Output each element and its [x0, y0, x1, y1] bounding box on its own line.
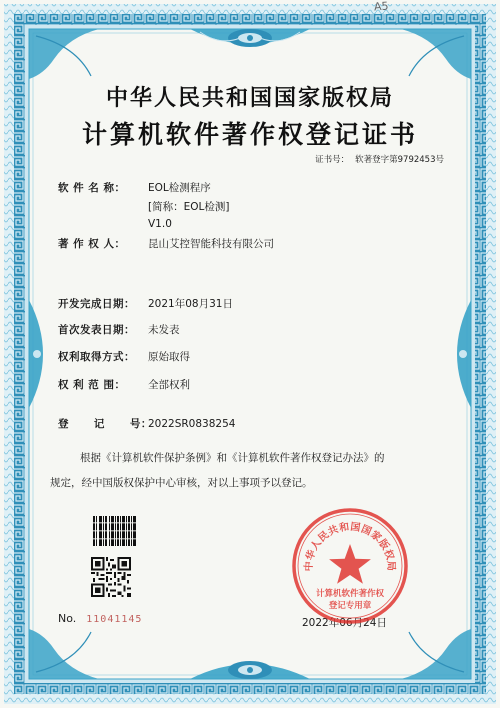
certificate-title: 计算机软件著作权登记证书 [81, 120, 418, 149]
statement-line-2: 规定，经中国版权保护中心审核，对以上事项予以登记。 [50, 477, 313, 489]
field-label: 登 记 号： [58, 418, 152, 430]
field-label: 权利取得方式： [58, 351, 135, 363]
field-acquire-method [58, 349, 190, 364]
field-label: 首次发表日期： [58, 324, 135, 336]
software-version: V1.0 [148, 218, 172, 230]
serial-value: 11041145 [86, 614, 143, 625]
qr-code-image [91, 557, 131, 597]
field-scope [58, 377, 190, 392]
field-label: 权 利 范 围： [58, 379, 126, 391]
field-dev-date [58, 296, 233, 311]
handwritten-mark: A5 [373, 0, 389, 14]
field-label: 开发完成日期： [58, 298, 135, 310]
serial-number [58, 612, 142, 625]
field-owner [58, 236, 274, 251]
statement-line-1: 根据《计算机软件保护条例》和《计算机软件著作权登记办法》的 [80, 452, 385, 464]
field-publish-date [58, 322, 180, 337]
issuer-title: 中华人民共和国国家版权局 [105, 85, 394, 111]
software-short-name: [简称：EOL检测] [148, 201, 230, 213]
field-reg-no [58, 416, 235, 431]
dev-date-value: 2021年08月31日 [148, 298, 233, 310]
registration-statement [50, 446, 455, 496]
issue-date: 2022年06月24日 [302, 617, 387, 629]
serial-label: No. [58, 612, 77, 625]
certificate-number-value: 软著登字第9792453号 [355, 155, 444, 165]
acquire-method-value: 原始取得 [148, 351, 190, 363]
seal-ring-text: 中华人民共和国国家版权局 [303, 521, 397, 572]
software-name-value: EOL检测程序 [148, 182, 211, 194]
field-software-name [58, 180, 229, 230]
reg-no-value: 2022SR0838254 [148, 418, 236, 430]
barcode-image [92, 514, 138, 548]
scope-value: 全部权利 [148, 379, 190, 391]
seal-line-1: 计算机软件著作权 [315, 589, 385, 599]
official-seal [290, 506, 410, 626]
certificate-number-label: 证书号： [315, 155, 350, 165]
owner-value: 昆山艾控智能科技有限公司 [148, 238, 274, 250]
publish-date-value: 未发表 [148, 324, 180, 336]
certificate-number [309, 153, 444, 165]
field-label: 著 作 权 人： [58, 238, 126, 250]
seal-line-2: 登记专用章 [328, 601, 372, 611]
field-label: 软 件 名 称： [58, 182, 126, 194]
